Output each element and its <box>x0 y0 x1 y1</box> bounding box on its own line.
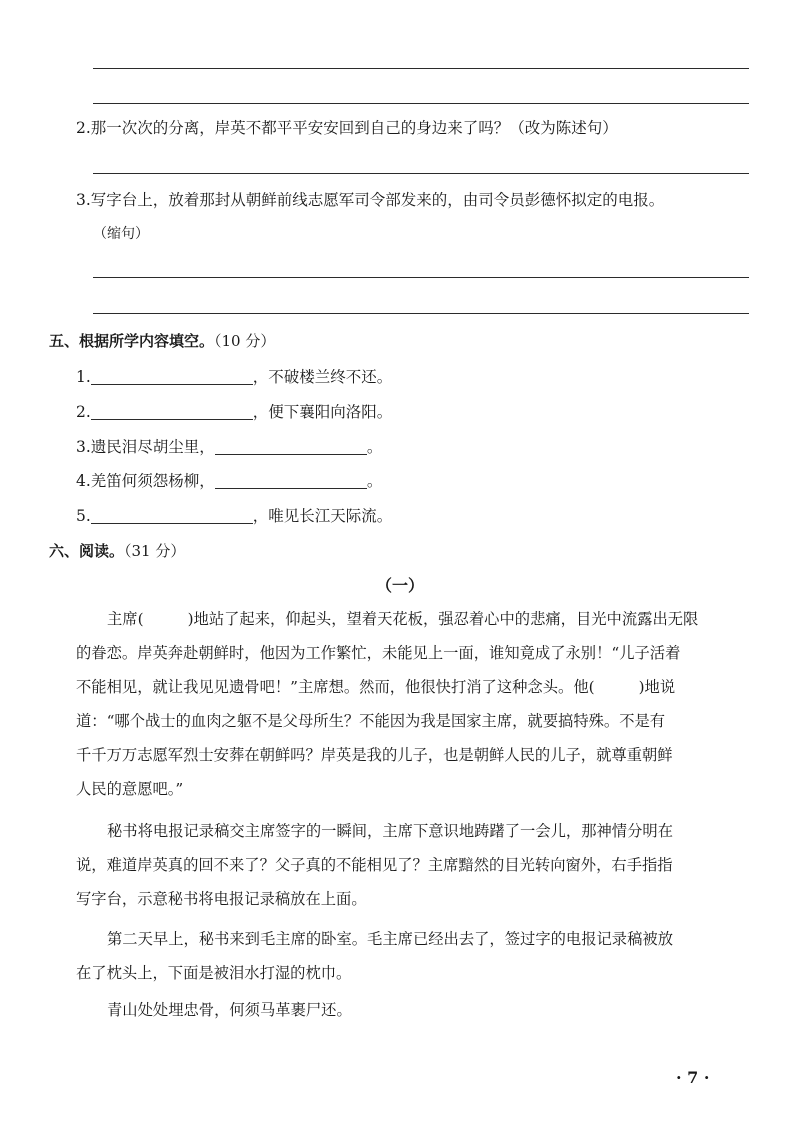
fill-blank[interactable] <box>91 368 253 385</box>
passage-line: 秘书将电报记录稿交主席签字的一瞬间，主席下意识地踌躇了一会儿，那神情分明在 <box>107 822 673 840</box>
question-number: 3. <box>76 191 91 209</box>
fill-item-2 <box>76 402 392 422</box>
fill-item-1 <box>76 367 392 387</box>
passage-line: 第二天早上，秘书来到毛主席的卧室。毛主席已经出去了，签过字的电报记录稿被放 <box>107 930 673 948</box>
item-prefix: 羌笛何须怨杨柳， <box>90 472 215 490</box>
fill-blank[interactable] <box>91 403 253 420</box>
fill-blank[interactable] <box>91 507 253 524</box>
section-score: （10 分） <box>214 332 276 350</box>
passage-line: 写字台，示意秘书将电报记录稿放在上面。 <box>76 890 367 908</box>
passage-line: 的眷恋。岸英奔赴朝鲜时，他因为工作繁忙，未能见上一面，谁知竟成了永别！“儿子活着 <box>76 644 681 662</box>
fill-item-3 <box>76 437 382 457</box>
question-3 <box>76 190 664 210</box>
passage-line: 在了枕头上，下面是被泪水打湿的枕巾。 <box>76 964 352 982</box>
item-suffix: ，便下襄阳向洛阳。 <box>252 403 393 421</box>
page-number: · 7 · <box>676 1068 710 1087</box>
fill-blank[interactable] <box>215 472 367 489</box>
answer-line[interactable] <box>93 173 749 174</box>
passage-line: 主席( )地站了起来，仰起头，望着天花板，强忍着心中的悲痛，目光中流露出无限 <box>107 610 699 628</box>
passage-paragraph-1 <box>76 602 748 806</box>
item-suffix: ，唯见长江天际流。 <box>252 507 393 525</box>
passage-line: 人民的意愿吧。” <box>76 780 184 798</box>
answer-line[interactable] <box>93 103 749 104</box>
question-2 <box>76 118 618 138</box>
passage-line: 青山处处埋忠骨，何须马革裹尸还。 <box>107 1001 352 1019</box>
passage-line: 千千万万志愿军烈士安葬在朝鲜吗？岸英是我的儿子，也是朝鲜人民的儿子，就尊重朝鲜 <box>76 746 673 764</box>
section-title: 五、根据所学内容填空。 <box>49 332 215 350</box>
question-3-note: （缩句） <box>93 226 149 242</box>
section-5-heading <box>49 331 275 351</box>
passage-paragraph-2 <box>76 814 748 916</box>
section-6-heading <box>49 541 185 561</box>
answer-line[interactable] <box>93 277 749 278</box>
item-number: 5. <box>76 507 91 525</box>
passage-line: 不能相见，就让我见见遗骨吧！”主席想。然而，他很快打消了这种念头。他( )地说 <box>76 678 676 696</box>
passage-part-label: （一） <box>375 576 424 595</box>
section-title: 六、阅读。 <box>49 542 125 560</box>
item-suffix: 。 <box>366 438 383 456</box>
item-number: 4. <box>76 472 91 490</box>
question-number: 2. <box>76 119 91 137</box>
question-text: 那一次次的分离，岸英不都平平安安回到自己的身边来了吗？（改为陈述句） <box>90 119 618 137</box>
fill-blank[interactable] <box>215 438 367 455</box>
question-text: 写字台上，放着那封从朝鲜前线志愿军司令部发来的，由司令员彭德怀拟定的电报。 <box>90 191 665 209</box>
item-number: 1. <box>76 368 91 386</box>
item-suffix: 。 <box>366 472 383 490</box>
answer-line[interactable] <box>93 313 749 314</box>
item-suffix: ，不破楼兰终不还。 <box>252 368 393 386</box>
passage-paragraph-3 <box>76 922 748 990</box>
answer-line[interactable] <box>93 68 749 69</box>
item-prefix: 遗民泪尽胡尘里， <box>90 438 215 456</box>
item-number: 2. <box>76 403 91 421</box>
section-score: （31 分） <box>124 542 186 560</box>
fill-item-4 <box>76 471 382 491</box>
passage-line: 说，难道岸英真的回不来了？父子真的不能相见了？主席黯然的目光转向窗外，右手指指 <box>76 856 673 874</box>
item-number: 3. <box>76 438 91 456</box>
fill-item-5 <box>76 506 392 526</box>
passage-line: 道：“哪个战士的血肉之躯不是父母所生？不能因为我是国家主席，就要搞特殊。不是有 <box>76 712 666 730</box>
passage-paragraph-4 <box>76 993 748 1027</box>
